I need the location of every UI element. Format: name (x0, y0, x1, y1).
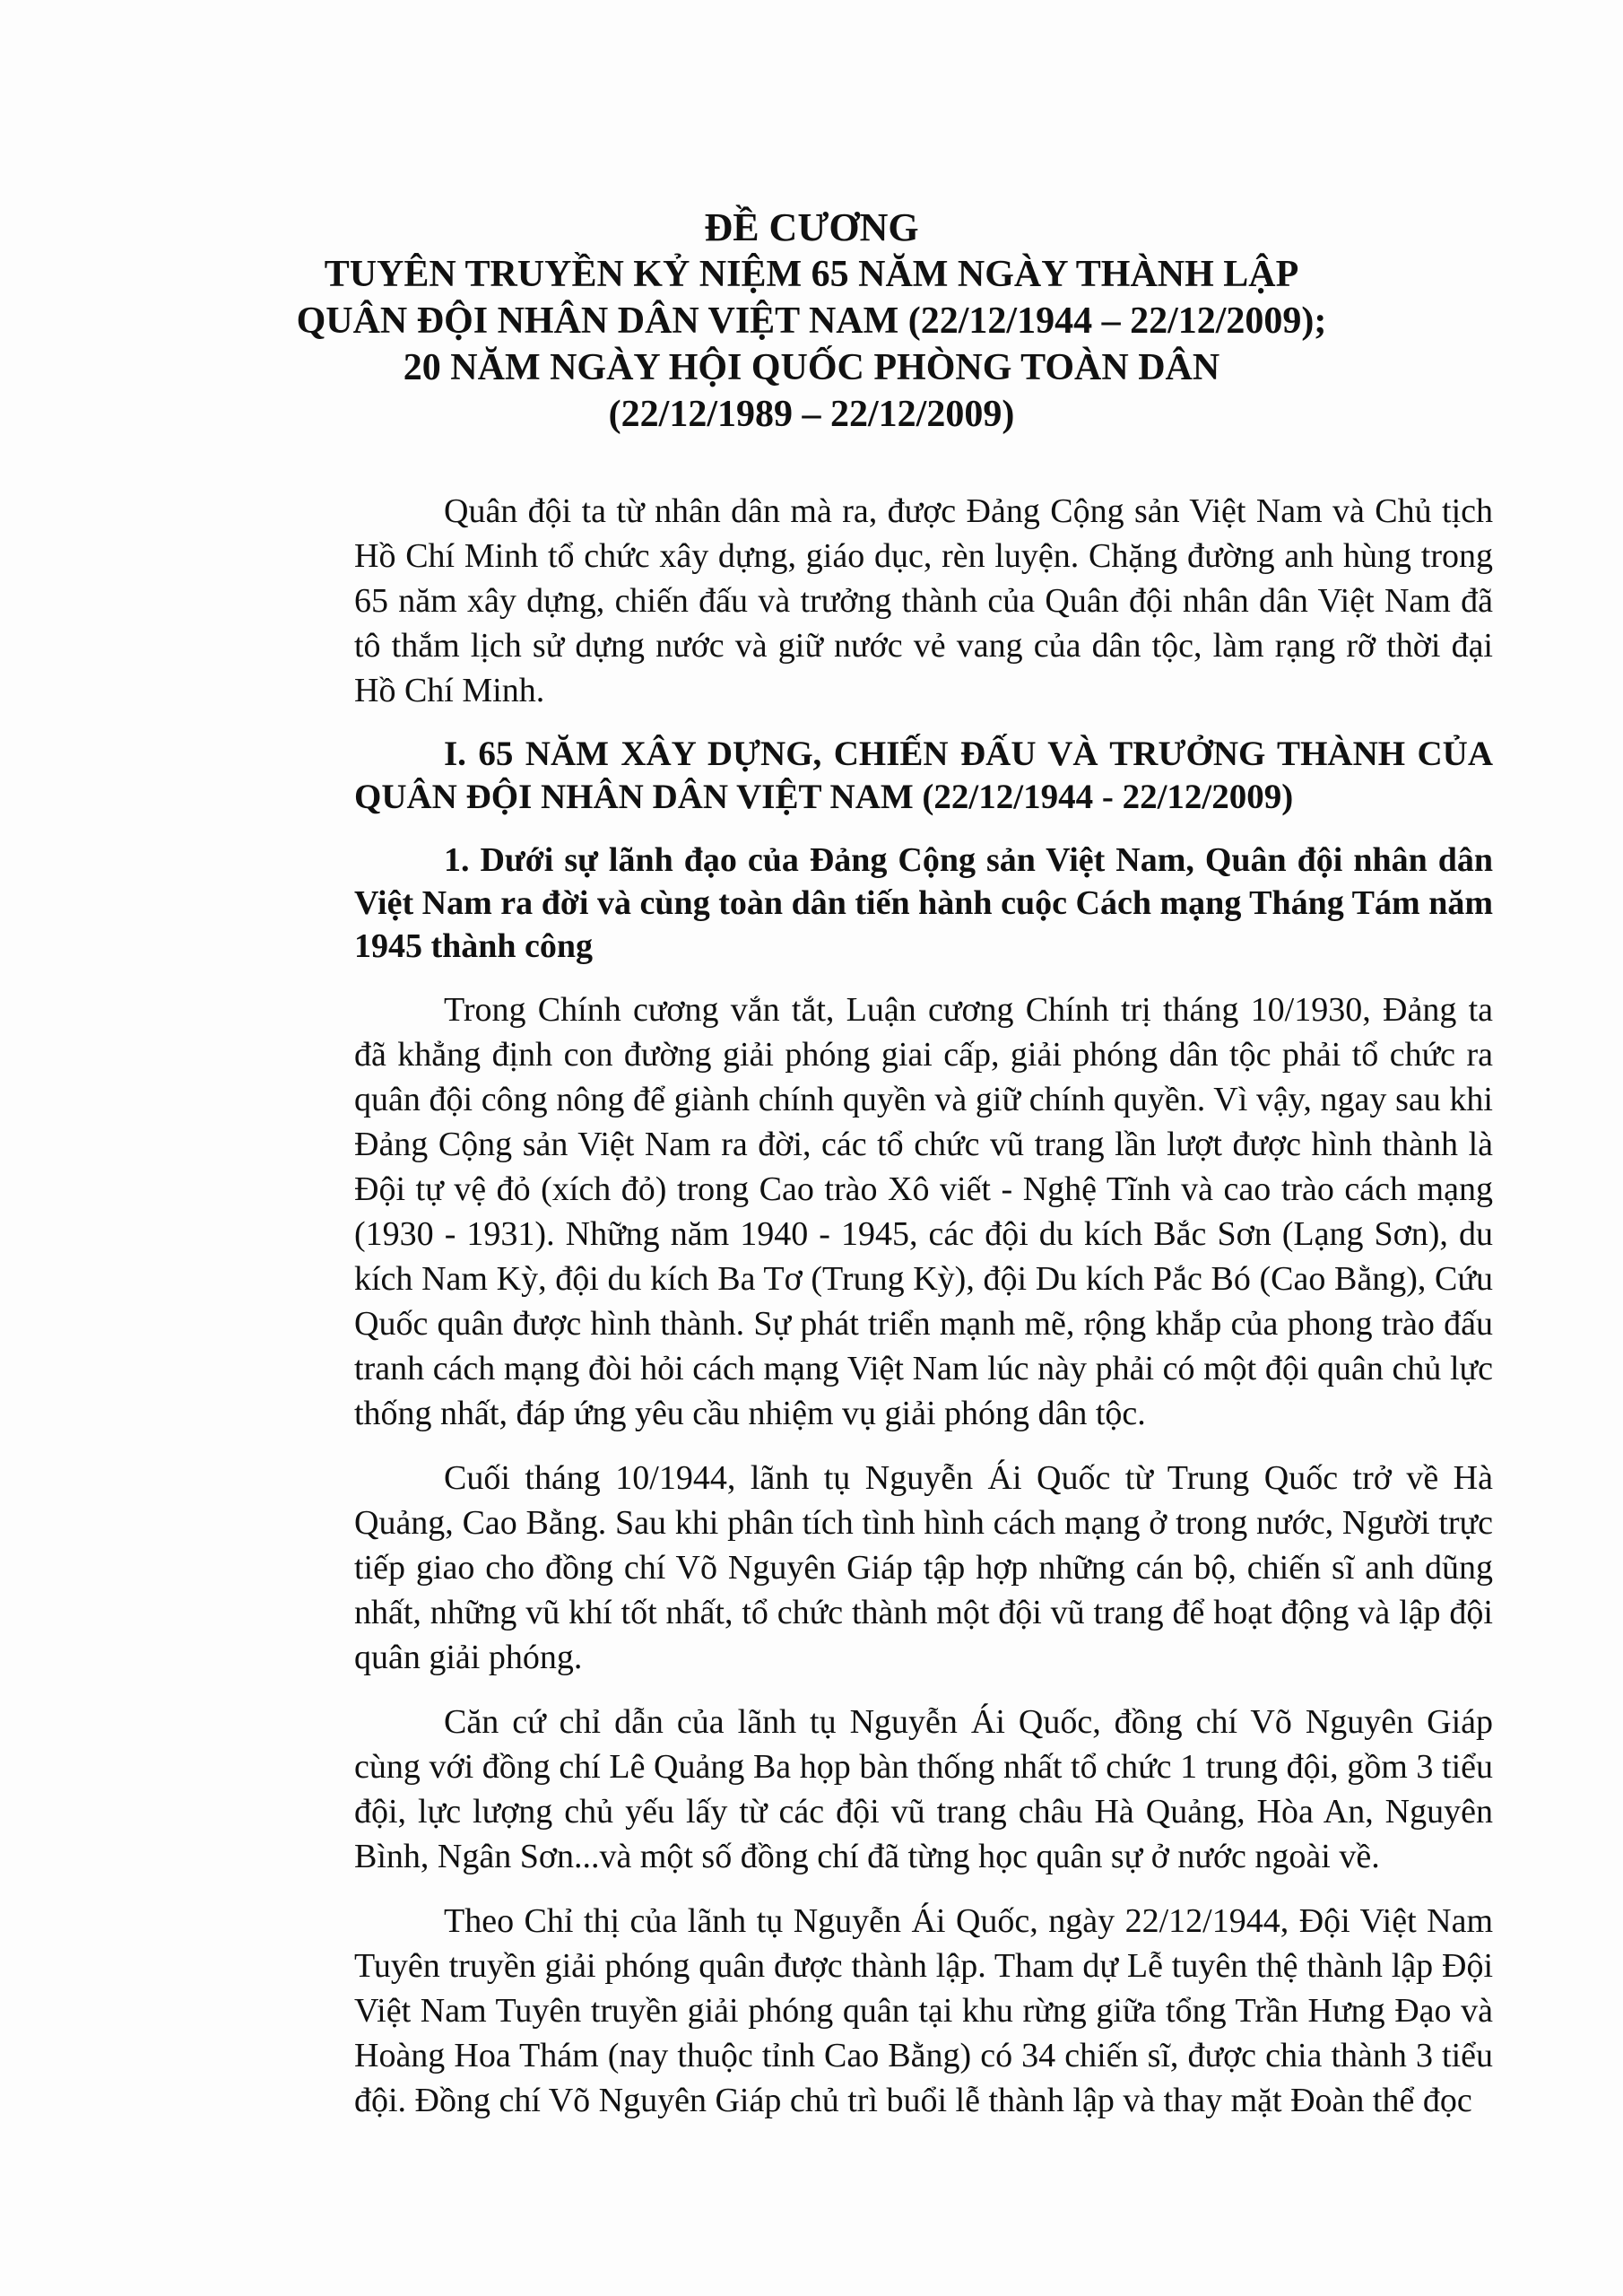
section-1-title-text: I. 65 NĂM XÂY DỰNG, CHIẾN ĐẤU VÀ TRƯỞNG THÀNH CỦA QUÂN ĐỘI NHÂN DÂN VIỆT NAM (22/12/1944 - 22/12/2009) (354, 735, 1493, 816)
paragraph-1-text: Trong Chính cương vắn tắt, Luận cương Chính trị tháng 10/1930, Đảng ta đã khẳng định con đường giải phóng giai cấp, giải phóng dân tộc phải tổ chức ra quân đội công nông để giành chính quyền và giữ chính quyền. Vì vậy, ngay sau khi Đảng Cộng sản Việt Nam ra đời, các tổ chức vũ trang lần lượt được hình thành là Đội tự vệ đỏ (xích đỏ) trong Cao trào Xô viết - Nghệ Tĩnh và cao trào cách mạng (1930 - 1931). Những năm 1940 - 1945, các đội du kích Bắc Sơn (Lạng Sơn), du kích Nam Kỳ, đội du kích Ba Tơ (Trung Kỳ), đội Du kích Pắc Bó (Cao Bằng), Cứu Quốc quân được hình thành. Sự phát triển mạnh mẽ, rộng khắp của phong trào đấu tranh cách mạng đòi hỏi cách mạng Việt Nam lúc này phải có một đội quân chủ lực thống nhất, đáp ứng yêu cầu nhiệm vụ giải phóng dân tộc. (354, 991, 1493, 1432)
intro-text: Quân đội ta từ nhân dân mà ra, được Đảng Cộng sản Việt Nam và Chủ tịch Hồ Chí Minh tổ chức xây dựng, giáo dục, rèn luyện. Chặng đường anh hùng trong 65 năm xây dựng, chiến đấu và trưởng thành của Quân đội nhân dân Việt Nam đã tô thắm lịch sử dựng nước và giữ nước vẻ vang của dân tộc, làm rạng rỡ thời đại Hồ Chí Minh. (354, 492, 1493, 709)
document-heading (0, 204, 1623, 438)
heading-subtitle-2: QUÂN ĐỘI NHÂN DÂN VIỆT NAM (22/12/1944 – 22/12/2009); (296, 300, 1327, 342)
heading-subtitle-3: 20 NĂM NGÀY HỘI QUỐC PHÒNG TOÀN DÂN (403, 347, 1220, 388)
paragraph-4-text: Theo Chỉ thị của lãnh tụ Nguyễn Ái Quốc, ngày 22/12/1944, Đội Việt Nam Tuyên truyền giải phóng quân được thành lập. Tham dự Lễ tuyên thệ thành lập Đội Việt Nam Tuyên truyền giải phóng quân tại khu rừng giữa tổng Trần Hưng Đạo và Hoàng Hoa Thám (nay thuộc tỉnh Cao Bằng) có 34 chiến sĩ, được chia thành 3 tiểu đội. Đồng chí Võ Nguyên Giáp chủ trì buổi lễ thành lập và thay mặt Đoàn thể đọc (354, 1902, 1493, 2119)
subsection-1-title-text: 1. Dưới sự lãnh đạo của Đảng Cộng sản Việt Nam, Quân đội nhân dân Việt Nam ra đời và cùng toàn dân tiến hành cuộc Cách mạng Tháng Tám năm 1945 thành công (354, 841, 1493, 965)
paragraph-1 (354, 987, 1493, 1436)
heading-title: ĐỀ CƯƠNG (704, 205, 919, 249)
intro-paragraph (354, 489, 1493, 713)
subsection-1-title (354, 839, 1493, 968)
paragraph-2-text: Cuối tháng 10/1944, lãnh tụ Nguyễn Ái Quốc từ Trung Quốc trở về Hà Quảng, Cao Bằng. Sau khi phân tích tình hình cách mạng ở trong nước, Người trực tiếp giao cho đồng chí Võ Nguyên Giáp tập hợp những cán bộ, chiến sĩ anh dũng nhất, những vũ khí tốt nhất, tổ chức thành một đội vũ trang để hoạt động và lập đội quân giải phóng. (354, 1459, 1493, 1676)
heading-subtitle-4: (22/12/1989 – 22/12/2009) (608, 394, 1015, 435)
heading-subtitle-1: TUYÊN TRUYỀN KỶ NIỆM 65 NĂM NGÀY THÀNH LẬP (324, 254, 1299, 295)
paragraph-3-text: Căn cứ chỉ dẫn của lãnh tụ Nguyễn Ái Quốc, đồng chí Võ Nguyên Giáp cùng với đồng chí Lê Quảng Ba họp bàn thống nhất tổ chức 1 trung đội, gồm 3 tiểu đội, lực lượng chủ yếu lấy từ các đội vũ trang châu Hà Quảng, Hòa An, Nguyên Bình, Ngân Sơn...và một số đồng chí đã từng học quân sự ở nước ngoài về. (354, 1703, 1493, 1875)
section-1-title (354, 733, 1493, 819)
document-body (354, 489, 1493, 2123)
paragraph-4 (354, 1899, 1493, 2123)
paragraph-3 (354, 1700, 1493, 1879)
paragraph-2 (354, 1456, 1493, 1680)
